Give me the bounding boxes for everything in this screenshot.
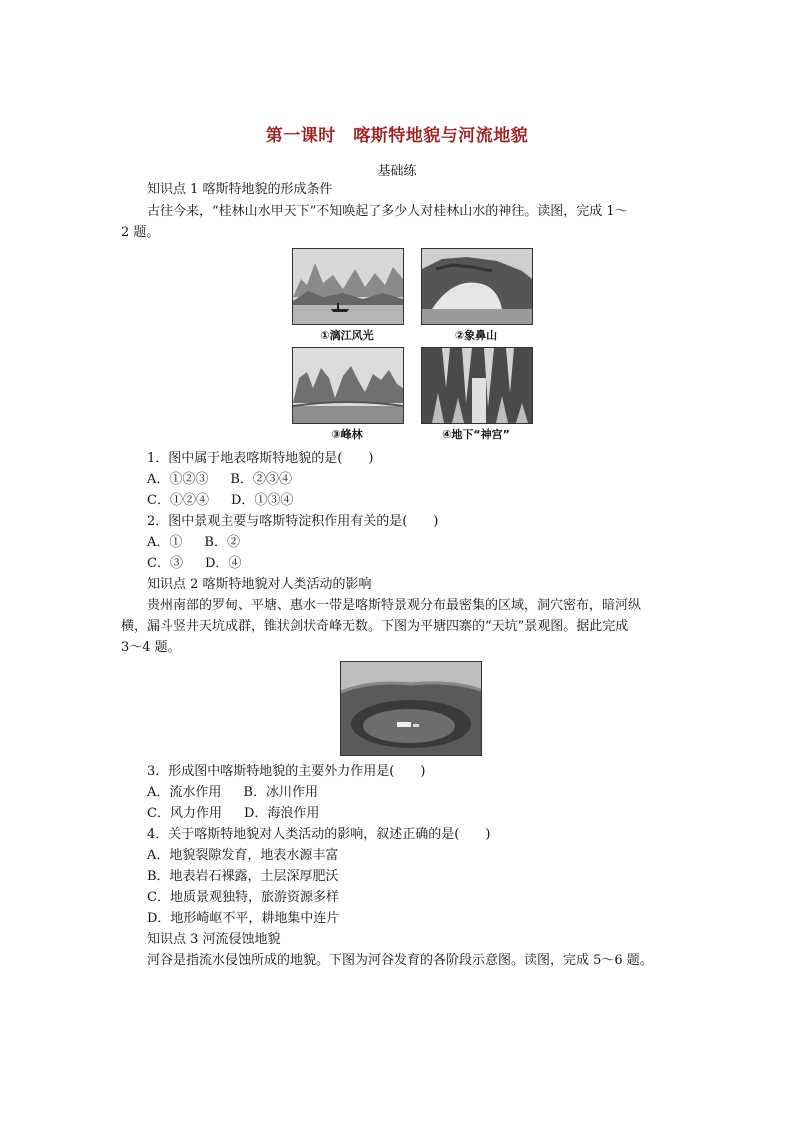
question-3-stem: 3．形成图中喀斯特地貌的主要外力作用是( ) bbox=[147, 764, 426, 779]
q1-option-b: B．②③④ bbox=[230, 472, 292, 487]
question-2-options-cd bbox=[147, 554, 241, 574]
q4-option-d: D．地形崎岖不平，耕地集中连片 bbox=[147, 911, 340, 926]
q3-option-d: D．海浪作用 bbox=[243, 806, 320, 821]
tiankeng-photo bbox=[340, 661, 482, 756]
q3-option-a: A．流水作用 bbox=[147, 785, 222, 800]
intro-2-line-3: 3～4 题。 bbox=[121, 640, 181, 655]
q2-option-a: A．① bbox=[147, 535, 183, 550]
section-subtitle: 基础练 bbox=[377, 164, 417, 179]
li-river-photo bbox=[292, 248, 404, 325]
photo-caption-2: ②象鼻山 bbox=[454, 329, 498, 342]
page-title: 第一课时 喀斯特地貌与河流地貌 bbox=[265, 126, 529, 146]
photo-caption-3: ③峰林 bbox=[331, 428, 363, 441]
question-2-options-ab bbox=[147, 533, 240, 553]
question-1-stem: 1．图中属于地表喀斯特地貌的是( ) bbox=[147, 451, 374, 466]
q2-option-d: D．④ bbox=[204, 556, 242, 571]
knowledge-point-1: 知识点 1 喀斯特地貌的形成条件 bbox=[147, 182, 333, 197]
q3-option-b: B．冰川作用 bbox=[243, 785, 318, 800]
q1-option-a: A．①②③ bbox=[147, 472, 209, 487]
peak-forest-photo bbox=[292, 347, 404, 424]
photo-caption-4: ④地下“神宫” bbox=[442, 428, 510, 441]
question-3-options-ab bbox=[147, 783, 318, 803]
underground-palace-photo bbox=[421, 347, 533, 424]
elephant-trunk-hill-photo bbox=[421, 248, 533, 325]
question-3-options-cd bbox=[147, 804, 319, 824]
q4-option-a: A．地貌裂隙发育，地表水源丰富 bbox=[147, 848, 339, 863]
q3-option-c: C．风力作用 bbox=[147, 806, 222, 821]
knowledge-point-2: 知识点 2 喀斯特地貌对人类活动的影响 bbox=[147, 577, 372, 592]
q1-option-c: C．①②④ bbox=[147, 493, 209, 508]
intro-3: 河谷是指流水侵蚀所成的地貌。下图为河谷发育的各阶段示意图。读图，完成 5～6 题。 bbox=[147, 953, 653, 968]
intro-1-line-2: 2 题。 bbox=[121, 225, 160, 240]
q1-option-d: D．①③④ bbox=[230, 493, 294, 508]
q2-option-b: B．② bbox=[204, 535, 240, 550]
question-1-options-ab bbox=[147, 470, 292, 490]
q2-option-c: C．③ bbox=[147, 556, 183, 571]
q4-option-c: C．地质景观独特，旅游资源多样 bbox=[147, 890, 339, 905]
question-4-stem: 4．关于喀斯特地貌对人类活动的影响，叙述正确的是( ) bbox=[147, 827, 491, 842]
question-2-stem: 2．图中景观主要与喀斯特淀积作用有关的是( ) bbox=[147, 514, 439, 529]
q4-option-b: B．地表岩石裸露，土层深厚肥沃 bbox=[147, 869, 339, 884]
intro-2-line-1: 贵州南部的罗甸、平塘、惠水一带是喀斯特景观分布最密集的区域，洞穴密布，暗河纵 bbox=[147, 598, 642, 613]
question-1-options-cd bbox=[147, 491, 293, 511]
knowledge-point-3: 知识点 3 河流侵蚀地貌 bbox=[147, 932, 281, 947]
intro-2-line-2: 横，漏斗竖井天坑成群，锥状剑状奇峰无数。下图为平塘四寨的“天坑”景观图。据此完成 bbox=[121, 619, 629, 634]
intro-1-line-1: 古往今来，“桂林山水甲天下”不知唤起了多少人对桂林山水的神往。读图，完成 1～ bbox=[147, 204, 628, 219]
photo-caption-1: ①漓江风光 bbox=[320, 329, 374, 342]
